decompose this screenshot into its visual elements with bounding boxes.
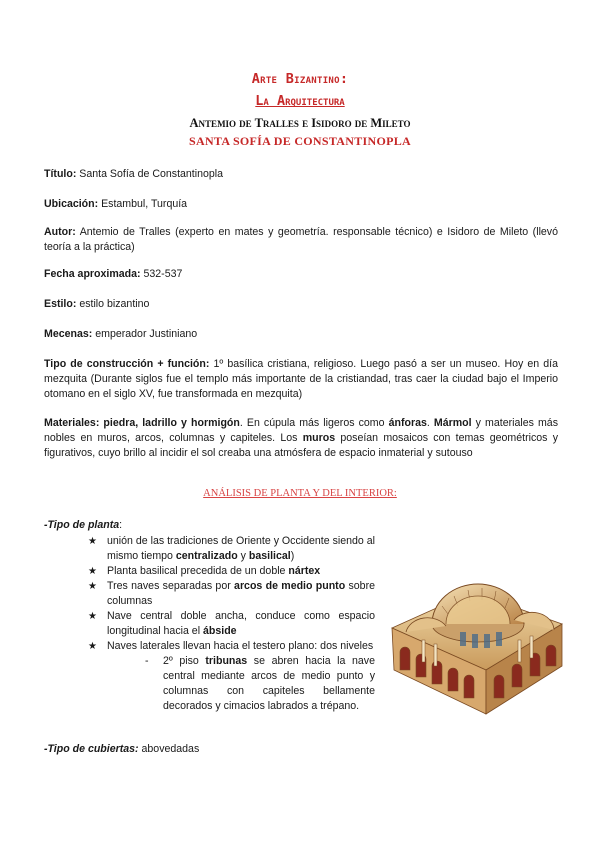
field-label: Autor:: [44, 226, 76, 238]
list-item: [88, 609, 375, 639]
item-bold: tribunas: [205, 655, 248, 667]
dash-bullet: -: [145, 655, 149, 667]
field-ubicacion: [44, 197, 558, 212]
field-bold: ánforas: [388, 417, 427, 429]
field-value: Estambul, Turquía: [98, 198, 188, 210]
list-item: [88, 579, 375, 609]
field-label: -Tipo de cubiertas:: [44, 743, 139, 755]
field-mecenas: [44, 327, 558, 342]
star-bullet-icon: ★: [88, 536, 97, 547]
planta-heading: [44, 519, 122, 531]
item-text: Nave central doble ancha, conduce como espacio longitudinal hacia el: [107, 610, 375, 637]
field-value: emperador Justiniano: [92, 328, 198, 340]
item-bold: arcos de medio punto: [234, 580, 346, 592]
item-text: 2º piso: [163, 655, 206, 667]
item-text: Planta basilical precedida de un doble: [107, 565, 289, 577]
building-heading: SANTA SOFÍA DE CONSTANTINOPLA: [189, 134, 411, 148]
field-value: 1º basílica cristiana, religioso. Luego pasó a ser un museo. Hoy en día mezquita (Durante siglos fue el templo más importante de la cristiandad, tras caer la ciudad bajo el Imperio otomano en el siglo XV, fue transformada en mezquita): [44, 358, 558, 400]
item-text: unión de las tradiciones de Oriente y Occidente siendo al mismo tiempo: [107, 535, 375, 562]
field-label: Título:: [44, 168, 77, 180]
item-bold: ábside: [203, 625, 237, 637]
item-text: sobre columnas: [107, 580, 375, 607]
list-item: [88, 639, 375, 714]
field-label: Mecenas:: [44, 328, 93, 340]
field-autor: [44, 225, 558, 255]
hagia-sophia-cutaway-illustration: [386, 520, 566, 720]
star-bullet-icon: ★: [88, 581, 97, 592]
field-cubiertas: [44, 742, 558, 757]
star-bullet-icon: ★: [88, 566, 97, 577]
star-bullet-icon: ★: [88, 641, 97, 652]
field-bold: muros: [302, 432, 336, 444]
item-bold: nártex: [288, 565, 321, 577]
field-tipo-construccion: [44, 357, 558, 402]
field-text: . En cúpula más ligeros como: [239, 417, 389, 429]
field-label: Estilo:: [44, 298, 77, 310]
item-text: Naves laterales llevan hacia el testero plano: dos niveles: [107, 640, 374, 652]
field-value: estilo bizantino: [76, 298, 150, 310]
planta-colon: :: [119, 519, 123, 531]
field-materiales: [44, 416, 558, 461]
field-value: Santa Sofía de Constantinopla: [76, 168, 224, 180]
architects-heading: Antemio de Tralles e Isidoro de Mileto: [189, 116, 411, 130]
list-item: [88, 564, 375, 579]
field-label: Materiales: piedra, ladrillo y hormigón: [44, 417, 240, 429]
field-label: Fecha aproximada:: [44, 268, 141, 280]
item-bold: centralizado: [175, 550, 238, 562]
field-value: 532-537: [140, 268, 183, 280]
list-item: [88, 534, 375, 564]
field-text: poseían mosaicos con temas geométricos y figurativos, cuyo brillo al incidir el sol creaba una atmósfera de espacio inmaterial y sutouso: [44, 432, 558, 459]
planta-label: -Tipo de planta: [44, 519, 120, 531]
field-estilo: [44, 297, 558, 312]
title-line-1: Arte Bizantino:: [251, 71, 349, 87]
field-bold: Mármol: [433, 417, 472, 429]
item-bold: basilical: [248, 550, 291, 562]
item-text: ): [290, 550, 295, 562]
item-text: y: [237, 550, 249, 562]
analysis-section-title: ANÁLISIS DE PLANTA Y DEL INTERIOR:: [203, 488, 397, 499]
field-value: abovedadas: [138, 743, 200, 755]
field-fecha: [44, 267, 558, 282]
planta-list: [88, 534, 375, 714]
item-text: se abren hacia la nave central mediante arcos de medio punto y columnas con capiteles bellamente decorados y cimacios labrados a trépano.: [163, 655, 375, 712]
field-value: Antemio de Tralles (experto en mates y geometría. responsable técnico) e Isidoro de Mileto (llevó teoría a la práctica): [44, 226, 558, 253]
sub-list: [107, 654, 375, 714]
field-text: .: [426, 417, 434, 429]
sub-list-item: [145, 654, 375, 714]
field-label: Tipo de construcción + función:: [44, 358, 210, 370]
field-text: y materiales más nobles en muros, arcos, columnas y capiteles. Los: [44, 417, 558, 444]
item-text: Tres naves separadas por: [107, 580, 235, 592]
star-bullet-icon: ★: [88, 611, 97, 622]
title-line-2: La Arquitectura: [255, 93, 345, 109]
field-label: Ubicación:: [44, 198, 99, 210]
field-titulo: [44, 167, 558, 182]
